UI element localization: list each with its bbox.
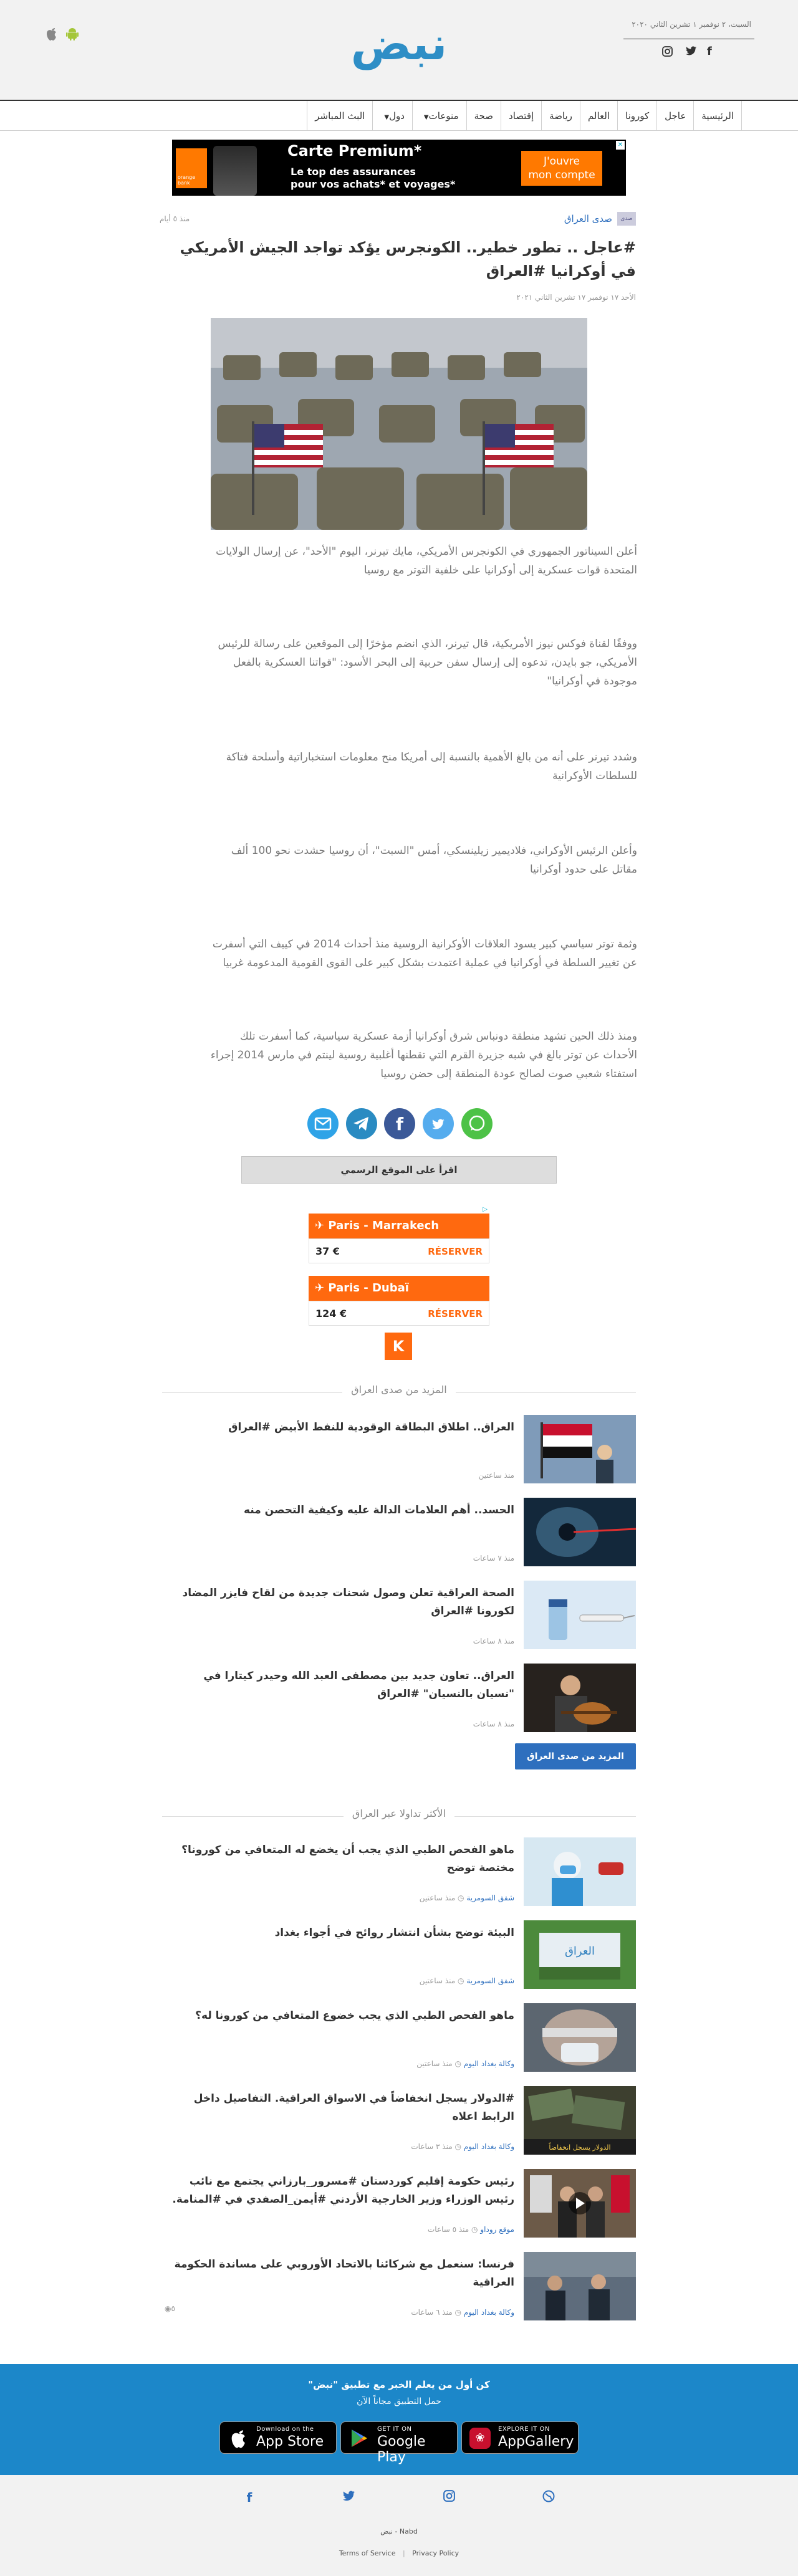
nav-misc[interactable] [412, 101, 466, 131]
item-title[interactable]: رئيس حكومة إقليم كوردستان #مسرور_بارزاني يجتمع مع نائب رئيس الوزراء وزير الخارجية الأردني #أيمن_الصفدي في #المنامة. [172, 2175, 514, 2206]
paragraph-3: وشدد تيرنر على أنه من بالغ الأهمية بالنسبة إلى أمريكا منح معلومات استخباراتية وأسلحة فتاكة للسلطات الأوكرانية [226, 751, 637, 782]
popular-title-label: الأكثر تداولا عبر العراق [344, 1808, 454, 1819]
nav-world[interactable]: العالم [580, 101, 617, 131]
flight-price-row-2 [309, 1301, 489, 1326]
privacy-link[interactable]: Privacy Policy [412, 2549, 459, 2557]
ad-cta-button[interactable] [521, 151, 602, 186]
footer-website-icon[interactable] [541, 2490, 556, 2505]
paragraph-2: ووفقًا لقناة فوكس نيوز الأمريكية، قال تيرنر، الذي انضم مؤخرًا إلى الموقعين على رسالة للرئيس الأمريكي، جو بايدن، تدعوه إلى إرسال سفن حربية إلى البحر الأسود: "قواتنا العسكرية بالفعل موجودة في أوكرانيا" [218, 638, 637, 687]
paragraph-1: أعلن السيناتور الجمهوري في الكونجرس الأمريكي، مايك تيرنر، اليوم "الأحد"، عن إرسال الولايات المتحدة قوات عسكرية إلى أوكرانيا على خلفية التوتر مع روسيا [216, 545, 637, 577]
nav-live[interactable]: البث المباشر [307, 101, 372, 131]
footer-separator: | [402, 2549, 405, 2557]
thumbnail [524, 2252, 636, 2320]
item-time: منذ ساعتين [416, 2059, 453, 2068]
appgallery-label: AppGallery [498, 2434, 574, 2449]
more-from-title-label: المزيد من صدى العراق [342, 1384, 456, 1396]
thumbnail [524, 1837, 636, 1906]
item-title[interactable]: #الدولار يسجل انخفاضاً في الاسواق العراقية. التفاصيل داخل الرابط اعلاه [193, 2092, 514, 2123]
item-meta [411, 2142, 514, 2151]
footer-links [0, 2549, 798, 2557]
item-title[interactable]: ماهو الفحص الطبي الذي يجب أن يخضع له المتعافي من كورونا؟ مختصة توضح [181, 1844, 514, 1874]
share-email-button[interactable] [307, 1108, 339, 1139]
more-item-3[interactable] [162, 1581, 636, 1649]
nav-corona[interactable]: كورونا [617, 101, 656, 131]
more-item-1[interactable] [162, 1415, 636, 1483]
facebook-icon[interactable]: f [707, 45, 712, 58]
thumbnail [524, 2086, 636, 2155]
share-facebook-button[interactable] [384, 1108, 415, 1139]
nav-health[interactable]: صحة [466, 101, 501, 131]
thumbnail [524, 2169, 636, 2238]
flight-ad[interactable] [309, 1206, 489, 1362]
site-logo[interactable]: نبض [350, 17, 448, 70]
clock-icon: ◷ [458, 1894, 464, 1902]
twitter-icon [423, 1108, 454, 1139]
more-from-title [162, 1384, 636, 1402]
flight-route-2-label: Paris - Dubaï [328, 1281, 409, 1295]
whatsapp-icon [461, 1108, 493, 1139]
thumbnail [524, 1581, 636, 1649]
footer-instagram-icon[interactable] [441, 2490, 456, 2505]
googleplay-button[interactable] [340, 2421, 458, 2465]
ad-close-icon[interactable]: ✕ [616, 141, 625, 150]
email-icon [307, 1108, 339, 1139]
flight-price-row-1 [309, 1238, 489, 1263]
clock-icon: ◷ [454, 2308, 461, 2317]
plane-icon: ✈ [315, 1219, 329, 1232]
appgallery-small: EXPLORE IT ON [498, 2426, 550, 2433]
appstore-button[interactable] [219, 2421, 337, 2454]
app-banner-line2: حمل التطبيق مجاناً الآن [357, 2396, 441, 2406]
source-logo[interactable]: صدى [617, 212, 636, 226]
clock-icon: ◷ [458, 1976, 464, 1985]
apple-icon [229, 2428, 249, 2449]
flight-route-1-label: Paris - Marrakech [328, 1219, 440, 1232]
flight-price-2: 124 € [315, 1308, 347, 1319]
paragraph-5: وثمة توتر سياسي كبير يسود العلاقات الأوكرانية الروسية منذ أحداث 2014 في كييف التي أسفرت عن تغيير السلطة في أوكرانيا في عملية اعتمدت بشكل كبير على القوى القومية المدعومة غربيا [212, 938, 637, 969]
googleplay-label: Google Play [377, 2434, 426, 2465]
ad-line2: pour vos achats* et voyages* [291, 178, 456, 190]
read-official-button[interactable]: اقرأ على الموقع الرسمي [241, 1156, 557, 1184]
item-time: منذ ساعتين [419, 1894, 456, 1902]
item-time: منذ ٨ ساعات [473, 1720, 514, 1728]
clock-icon: ◷ [471, 2225, 478, 2234]
item-title[interactable]: العراق.. اطلاق البطاقة الوقودية للنفط الأبيض #العراق [228, 1421, 514, 1434]
ad-banner[interactable] [172, 140, 626, 196]
android-icon[interactable] [65, 27, 79, 41]
flight-route-2 [309, 1276, 489, 1301]
item-meta [420, 1894, 514, 1902]
footer [0, 2475, 798, 2576]
nav-countries-label: دول [389, 110, 405, 122]
ad-cta-line1: J'ouvre [544, 155, 580, 168]
ad-cta-line2: mon compte [528, 169, 595, 181]
nav-urgent[interactable]: عاجل [656, 101, 693, 131]
apple-icon[interactable] [45, 26, 59, 41]
item-title[interactable]: الصحة العراقية تعلن وصول شحنات جديدة من لقاح فايزر المضاد لكورونا #العراق [182, 1587, 514, 1617]
item-title[interactable]: ماهو الفحص الطبي الذي يجب خضوع المتعافي من كورونا له؟ [195, 2009, 514, 2022]
ad-title: Carte Premium* [287, 142, 422, 160]
terms-link[interactable]: Terms of Service [339, 2549, 396, 2557]
chevron-down-icon: ▼ [423, 114, 429, 121]
views-value: ٥ [171, 2304, 175, 2313]
item-source[interactable]: وكالة بغداد اليوم [463, 2059, 514, 2068]
popular-item-1[interactable] [162, 1837, 636, 1906]
item-title[interactable]: البيئة توضح بشأن انتشار روائح في أجواء بغداد [274, 1927, 514, 1939]
item-time: منذ ٥ ساعات [427, 2225, 469, 2234]
ad-bank-name: orange bank [178, 175, 196, 186]
footer-facebook-icon[interactable]: f [246, 2490, 252, 2505]
thumbnail [524, 2003, 636, 2072]
item-title[interactable]: فرنسا: سنعمل مع شركائنا بالاتحاد الأوروبي على مساندة الحكومة العراقية [174, 2258, 514, 2289]
more-from-button[interactable]: المزيد من صدى العراق [515, 1743, 636, 1769]
share-whatsapp-button[interactable] [461, 1108, 493, 1139]
clock-icon: ◷ [454, 2059, 461, 2068]
paragraph-4: وأعلن الرئيس الأوكراني، فلاديمير زيلينسكي، أمس "السبت"، أن روسيا حشدت نحو 100 ألف مقاتل على حدود أوكرانيا [231, 845, 637, 876]
item-source[interactable]: وكالة بغداد اليوم [463, 2142, 514, 2151]
popular-title [162, 1808, 636, 1826]
article-image [211, 318, 587, 530]
thumbnail [524, 1664, 636, 1732]
reserve-button-1[interactable]: RÉSERVER [428, 1246, 483, 1257]
item-time: منذ ٣ ساعات [411, 2142, 453, 2151]
item-time: منذ ٦ ساعات [411, 2308, 453, 2317]
popular-item-6[interactable] [162, 2252, 636, 2320]
eye-icon: ◉ [165, 2304, 171, 2313]
item-title[interactable]: العراق.. تعاون جديد بين مصطفى العبد الله وحيدر كيتارا في "نسيان بالنسيان" #العراق [203, 1670, 514, 1700]
header-date: السبت، ٢ نوفمبر ١ تشرين الثاني ٢٠٢٠ [632, 20, 751, 29]
chevron-down-icon: ▼ [384, 114, 390, 121]
ad-line1: Le top des assurances [291, 166, 416, 178]
share-twitter-button[interactable] [423, 1108, 454, 1139]
kayak-logo: K [385, 1333, 412, 1360]
item-meta [420, 1976, 514, 1985]
svg-text:العراق: العراق [564, 1945, 595, 1958]
clock-icon: ◷ [454, 2142, 461, 2151]
svg-text:الدولار يسجل انخفاضاً: الدولار يسجل انخفاضاً [549, 2143, 611, 2152]
instagram-icon[interactable] [662, 46, 673, 57]
more-item-2[interactable] [162, 1498, 636, 1566]
item-source[interactable]: شفق السومرية [466, 1976, 514, 1985]
footer-twitter-icon[interactable] [342, 2490, 357, 2505]
thumbnail [524, 1920, 636, 1989]
article-date: الأحد ١٧ نوفمبر ١٧ تشرين الثاني ٢٠٢١ [516, 293, 636, 302]
item-time: منذ ساعتين [419, 1976, 456, 1985]
nav-misc-label: منوعات [428, 110, 459, 122]
nav-countries[interactable] [372, 101, 412, 131]
item-meta [416, 2059, 514, 2068]
flight-route-1 [309, 1214, 489, 1238]
huawei-icon: ❀ [469, 2428, 491, 2449]
time-ago: منذ ٥ أيام [160, 214, 190, 223]
item-time: منذ ٧ ساعات [473, 1554, 514, 1563]
ad-phone-image [213, 146, 257, 196]
reserve-button-2[interactable]: RÉSERVER [428, 1308, 483, 1319]
twitter-icon[interactable] [686, 46, 697, 56]
views-count [165, 2304, 175, 2313]
appgallery-button[interactable] [461, 2421, 579, 2454]
footer-brand: نبض - Nabd [380, 2527, 418, 2535]
thumbnail [524, 1415, 636, 1483]
nav-sports[interactable]: رياضة [541, 101, 580, 131]
item-title[interactable]: الحسد.. أهم العلامات الدالة عليه وكيفية التحصن منه [243, 1504, 514, 1516]
nav-economy[interactable]: إقتصاد [501, 101, 541, 131]
item-meta [411, 2308, 514, 2317]
google-play-icon [350, 2428, 368, 2448]
item-source[interactable]: موقع روداو [480, 2225, 514, 2234]
site-header [0, 0, 798, 100]
ad-bank-logo [176, 148, 207, 188]
popular-item-3[interactable] [162, 2003, 636, 2072]
more-item-4[interactable] [162, 1664, 636, 1732]
googleplay-small: GET IT ON [377, 2426, 412, 2433]
main-nav [0, 100, 798, 131]
plane-icon: ✈ [315, 1281, 329, 1295]
popular-item-4[interactable] [162, 2086, 636, 2155]
popular-item-5[interactable] [162, 2169, 636, 2238]
item-time: منذ ساعتين [478, 1471, 514, 1480]
popular-item-2[interactable] [162, 1920, 636, 1989]
telegram-icon [346, 1108, 377, 1139]
nav-home[interactable]: الرئيسية [693, 101, 742, 131]
appstore-label: App Store [256, 2434, 324, 2449]
paragraph-6: ومنذ ذلك الحين تشهد منطقة دونباس شرق أوكرانيا أزمة عسكرية سياسية، كما أسفرت تلك الأحداث عن توتر بالغ في شبه جزيرة القرم التي تقطنها أغلبية روسية لينتم في مارس 2014 إجراء استفتاء شعبي صوت لصالح عودة المنطقة إلى حضن روسيا [210, 1030, 637, 1080]
article-title: #عاجل .. تطور خطير.. الكونجرس يؤكد تواجد الجيش الأمريكي في أوكرانيا #العراق [180, 239, 636, 280]
flight-price-1: 37 € [315, 1245, 340, 1257]
item-source[interactable]: وكالة بغداد اليوم [463, 2308, 514, 2317]
share-telegram-button[interactable] [346, 1108, 377, 1139]
item-source[interactable]: شفق السومرية [466, 1894, 514, 1902]
item-time: منذ ٨ ساعات [473, 1637, 514, 1645]
source-name[interactable]: صدى العراق [564, 213, 612, 224]
adchoices-icon[interactable]: ▷ [483, 1206, 488, 1213]
appstore-small: Download on the [256, 2426, 314, 2433]
facebook-icon: f [395, 1114, 404, 1134]
item-meta [428, 2225, 514, 2234]
app-banner-line1: كن أول من يعلم الخبر مع تطبيق "نبض" [308, 2379, 490, 2390]
thumbnail [524, 1498, 636, 1566]
